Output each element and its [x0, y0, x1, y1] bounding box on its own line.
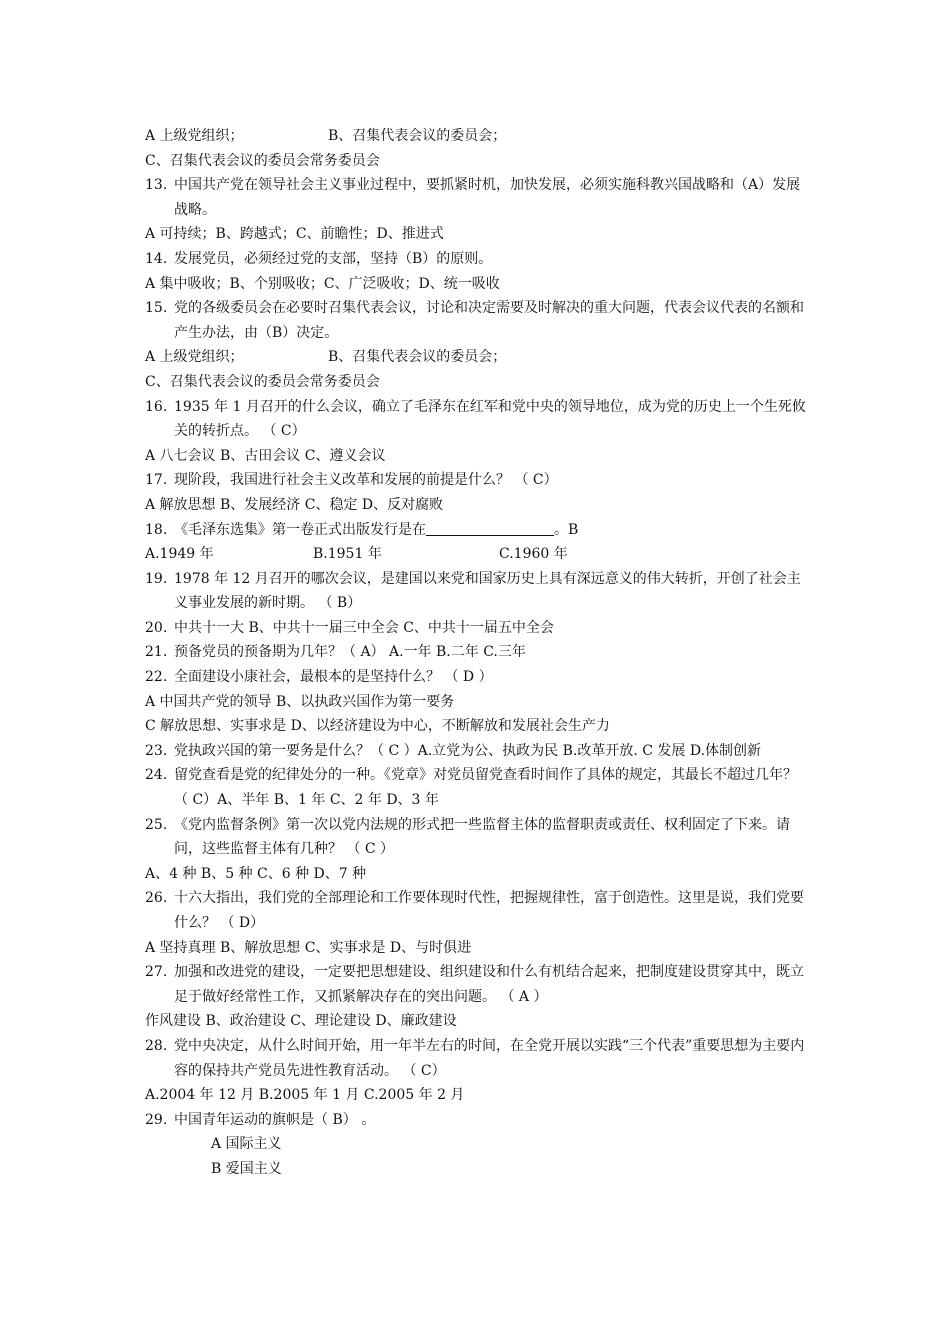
answer-options — [145, 124, 810, 149]
question — [145, 960, 810, 1009]
question-text: 中共十一大 B、中共十一届三中全会 C、中共十一届五中全会 — [174, 619, 554, 636]
question-number: 16. — [145, 398, 168, 415]
question-text: 中国青年运动的旗帜是（ B） 。 — [174, 1111, 376, 1128]
question — [145, 1034, 810, 1083]
answer-options: A 中国共产党的领导 B、以执政兴国作为第一要务 — [145, 693, 455, 710]
question-number: 15. — [145, 300, 168, 317]
answer-options — [145, 345, 810, 370]
question-number: 23. — [145, 742, 168, 759]
question-number: 21. — [145, 644, 168, 661]
answer-options: A、4 种 B、5 种 C、6 种 D、7 种 — [145, 865, 367, 882]
question-text: 现阶段，我国进行社会主义改革和发展的前提是什么？ （ C） — [174, 472, 558, 489]
question — [145, 763, 810, 812]
question-number: 20. — [145, 619, 168, 636]
question-number: 22. — [145, 669, 168, 686]
question-number: 29. — [145, 1111, 168, 1128]
answer-options: C、召集代表会议的委员会常务委员会 — [145, 373, 380, 390]
question-text: 留党查看是党的纪律处分的一种。《党章》对党员留党查看时间作了具体的规定，其最长不超过几年？（ C）A、半年 B、1 年 C、2 年 D、3 年 — [174, 767, 797, 809]
answer-options: 作风建设 B、政治建设 C、理论建设 D、廉政建设 — [145, 1013, 457, 1030]
question-text: 党执政兴国的第一要务是什么？（ C ）A.立党为公、执政为民 B.改革开放. C 发展 D.体制创新 — [174, 742, 762, 759]
question-text: 发展党员，必须经过党的支部，坚持（B）的原则。 — [174, 250, 493, 267]
question — [145, 665, 810, 690]
question — [145, 468, 810, 493]
question-number: 19. — [145, 570, 168, 587]
question — [145, 640, 810, 665]
option-b: B、召集代表会议的委员会； — [328, 128, 507, 144]
question-text: 中国共产党在领导社会主义事业过程中，要抓紧时机，加快发展，必须实施科教兴国战略和（A）发展战略。 — [174, 177, 801, 218]
answer-options: A 解放思想 B、发展经济 C、稳定 D、反对腐败 — [145, 496, 444, 513]
answer-options: A 集中吸收；B、个别吸收；C、广泛吸收；D、统一吸收 — [145, 275, 500, 292]
question — [145, 1108, 810, 1133]
document-page — [145, 124, 810, 1182]
question-text: 全面建设小康社会，最根本的是坚持什么？ （ D ） — [174, 669, 493, 686]
answer-options: C 解放思想、实事求是 D、以经济建设为中心，不断解放和发展社会生产力 — [145, 718, 610, 735]
option-b: B.1951 年 — [313, 546, 382, 563]
question-number: 26. — [145, 890, 168, 907]
option-a: A.1949 年 — [145, 546, 214, 563]
question — [145, 616, 810, 641]
answer-option: B 爱国主义 — [211, 1160, 282, 1177]
question-text: 《党内监督条例》第一次以党内法规的形式把一些监督主体的监督职责或责任、权利固定了下来。请问，这些监督主体有几种？ （ C ） — [174, 816, 790, 858]
question — [145, 518, 810, 543]
question-number: 28. — [145, 1037, 168, 1054]
question — [145, 813, 810, 862]
option-c: C.1960 年 — [499, 546, 568, 563]
question — [145, 567, 810, 616]
answer-options: A.2004 年 12 月 B.2005 年 1 月 C.2005 年 2 月 — [145, 1087, 465, 1104]
answer-options — [145, 542, 810, 567]
question-text: 党的各级委员会在必要时召集代表会议，讨论和决定需要及时解决的重大问题，代表会议代表的名额和产生办法，由（B）决定。 — [174, 300, 804, 341]
question — [145, 296, 810, 345]
question-text — [174, 518, 810, 543]
question-text-before: 《毛泽东选集》第一卷正式出版发行是在 — [174, 521, 426, 538]
answer-options: A 可持续；B、跨越式；C、前瞻性；D、推进式 — [145, 226, 444, 243]
question — [145, 395, 810, 444]
answer-options: A 八七会议 B、古田会议 C、遵义会议 — [145, 447, 386, 464]
question-number: 25. — [145, 816, 168, 833]
question-number: 24. — [145, 767, 168, 784]
question-number: 13. — [145, 177, 168, 194]
question-text: 党中央决定，从什么时间开始，用一年半左右的时间，在全党开展以实践“三个代表”重要思想为主要内容的保持共产党员先进性教育活动。 （ C） — [174, 1037, 805, 1079]
question — [145, 247, 810, 272]
option-b: B、召集代表会议的委员会； — [328, 349, 507, 366]
question-text-after: 。B — [554, 521, 579, 538]
question-number: 18. — [145, 521, 168, 538]
option-a: A 上级党组织； — [145, 349, 244, 366]
option-a: A 上级党组织； — [145, 128, 244, 144]
question-text: 1935 年 1 月召开的什么会议，确立了毛泽东在红军和党中央的领导地位，成为党的历史上一个生死攸关的转折点。 （ C） — [174, 398, 806, 440]
question-number: 17. — [145, 472, 168, 489]
question-text: 加强和改进党的建设，一定要把思想建设、组织建设和什么有机结合起来，把制度建设贯穿其中，既立足于做好经常性工作，又抓紧解决存在的突出问题。 （ A ） — [174, 964, 804, 1005]
question — [145, 173, 810, 222]
question-number: 14. — [145, 250, 168, 267]
fill-in-blank — [426, 521, 554, 536]
question — [145, 886, 810, 935]
question-text: 十六大指出，我们党的全部理论和工作要体现时代性，把握规律性，富于创造性。这里是说，我们党要什么？ （ D） — [174, 890, 804, 931]
question — [145, 739, 810, 764]
answer-options: A 坚持真理 B、解放思想 C、实事求是 D、与时俱进 — [145, 939, 472, 956]
answer-option: A 国际主义 — [211, 1136, 282, 1153]
question-number: 27. — [145, 964, 168, 981]
question-text: 1978 年 12 月召开的哪次会议，是建国以来党和国家历史上具有深远意义的伟大转折，开创了社会主义事业发展的新时期。 （ B） — [174, 570, 801, 612]
answer-options: C、召集代表会议的委员会常务委员会 — [145, 152, 380, 169]
question-text: 预备党员的预备期为几年？（ A） A.一年 B.二年 C.三年 — [174, 644, 526, 661]
